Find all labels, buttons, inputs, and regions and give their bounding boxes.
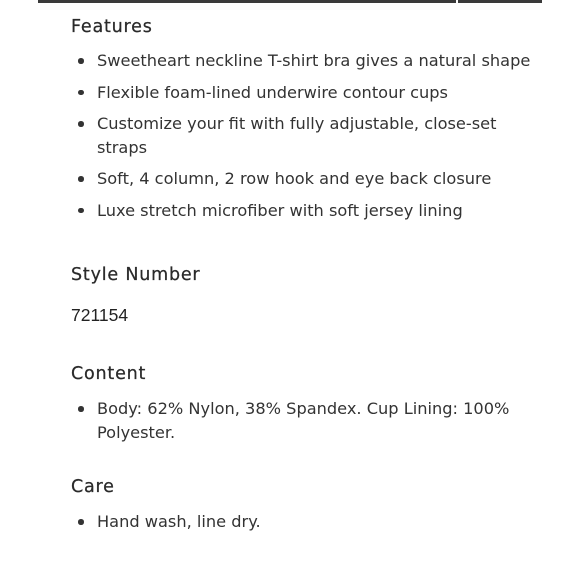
list-item [71,81,531,105]
list-item [71,167,531,191]
care-list [71,510,531,534]
bullet-icon [78,121,84,127]
feature-text: Luxe stretch microfiber with soft jersey lining [97,200,463,220]
bullet-icon [78,406,84,412]
list-item [71,510,531,534]
content-heading: Content [71,364,147,384]
features-heading: Features [71,17,153,37]
bullet-icon [78,208,84,214]
product-details [71,14,531,534]
list-item [71,49,531,73]
bullet-icon [78,90,84,96]
bullet-icon [78,58,84,64]
list-item [71,199,531,223]
content-list [71,397,531,444]
style-number-heading: Style Number [71,265,201,285]
feature-text: Soft, 4 column, 2 row hook and eye back closure [97,169,492,188]
top-divider-gap [456,0,458,3]
content-text: Body: 62% Nylon, 38% Spandex. Cup Lining: 100% Polyester. [97,399,510,442]
list-item [71,397,531,444]
feature-text: Sweetheart neckline T-shirt bra gives a natural shape [97,51,531,70]
feature-text: Flexible foam-lined underwire contour cups [97,82,448,102]
bullet-icon [78,519,84,525]
feature-text: Customize your fit with fully adjustable, close-set straps [97,114,497,157]
list-item [71,112,531,159]
top-divider [38,0,542,3]
care-text: Hand wash, line dry. [97,512,261,531]
style-number-value: 721154 [71,305,129,325]
bullet-icon [78,176,84,182]
care-heading: Care [71,477,115,497]
features-list [71,49,531,222]
